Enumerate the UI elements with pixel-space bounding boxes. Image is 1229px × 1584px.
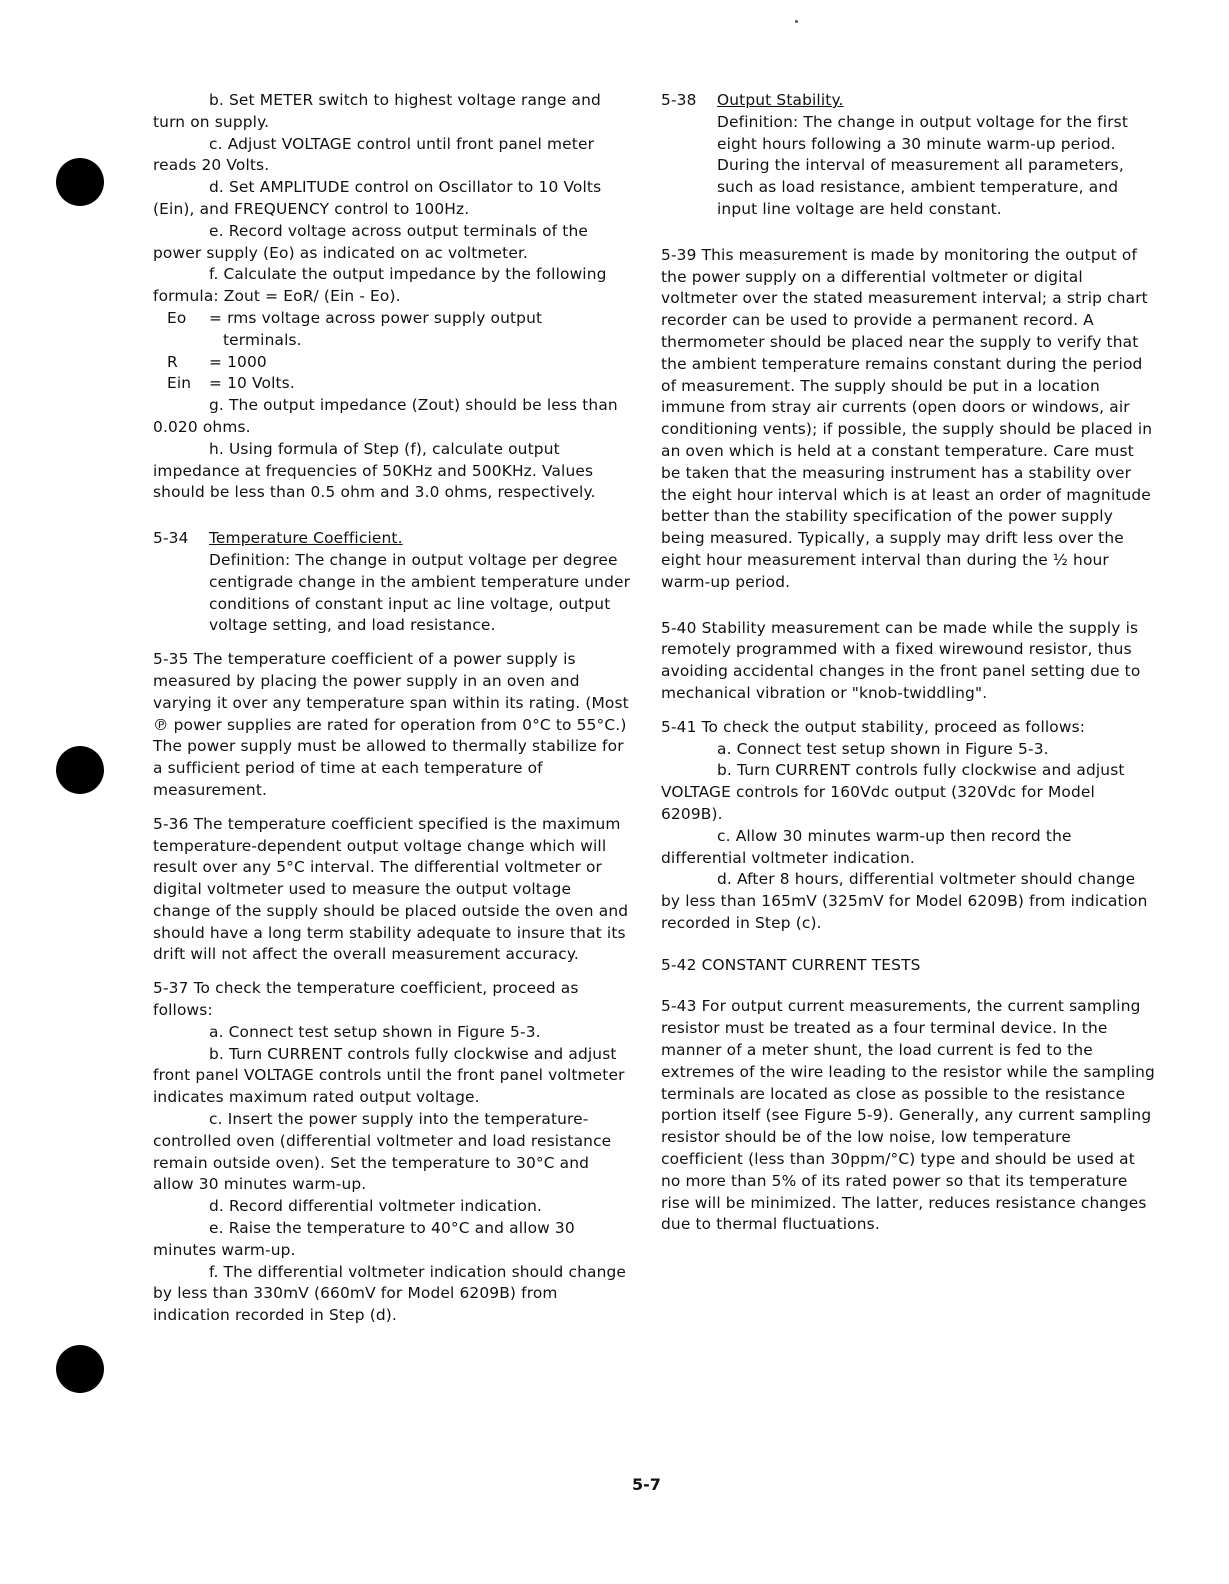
step-e: e. Record voltage across output terminals of the power supply (Eo) as indicated on ac voltmeter. bbox=[153, 221, 588, 262]
left-column bbox=[153, 90, 631, 1327]
paragraph-5-35: 5-35 The temperature coefficient of a power supply is measured by placing the power supply in an oven and varying it over any temperature span within its rating. (Most ℗ power supplies are rated for operation from 0°C to 55°C.) The power supply must be allowed to thermally stabilize for a sufficient period of time at each temperature of measurement. bbox=[153, 650, 629, 799]
step-c: c. Adjust VOLTAGE control until front panel meter reads 20 Volts. bbox=[153, 134, 595, 175]
section-5-34-heading bbox=[153, 528, 631, 550]
step-b: b. Set METER switch to highest voltage range and turn on supply. bbox=[153, 91, 601, 131]
step-d: d. After 8 hours, differential voltmeter should change by less than 165mV (325mV for Model 6209B) from indication recorded in Step (c). bbox=[661, 870, 1148, 932]
section-5-38-heading bbox=[661, 90, 1156, 112]
eq-key: Ein bbox=[167, 374, 192, 393]
binder-hole bbox=[56, 1345, 104, 1393]
paragraph-5-43: 5-43 For output current measurements, the current sampling resistor must be treated as a four terminal device. In the manner of a meter shunt, the load current is fed to the extremes of the wire leading to the resistor while the sampling terminals are located as close as possible to the resistance portion itself (see Figure 5-9). Generally, any current sampling resistor should be of the low noise, low temperature coefficient (less than 30ppm/°C) type and should be used at no more than 5% of its rated power so that its temperature rise will be minimized. The latter, reduces resistance changes due to thermal fluctuations. bbox=[661, 997, 1155, 1234]
section-number: 5-38 bbox=[661, 91, 697, 109]
step-c: c. Allow 30 minutes warm-up then record the differential voltmeter indication. bbox=[661, 826, 1072, 867]
paragraph-5-36: 5-36 The temperature coefficient specified is the maximum temperature-dependent output voltage change which will result over any 5°C interval. The differential voltmeter or digital voltmeter used to measure the output voltage change of the supply should be placed outside the oven and should have a long term stability adequate to insure that its drift will not affect the overall measurement accuracy. bbox=[153, 814, 629, 964]
paragraph-5-37: 5-37 To check the temperature coefficient, proceed as follows: bbox=[153, 979, 579, 1020]
step-c: c. Insert the power supply into the temperature-controlled oven (differential voltmeter and load resistance remain outside oven). Set the temperature to 30°C and allow 30 minutes warm-up. bbox=[153, 1110, 612, 1194]
section-5-38-definition: Definition: The change in output voltage for the first eight hours following a 30 minute warm-up period. During the interval of measurement all parameters, such as load resistance, ambient temperature, and input line voltage are held constant. bbox=[717, 112, 1129, 218]
step-d: d. Set AMPLITUDE control on Oscillator to 10 Volts (Ein), and FREQUENCY control to 100Hz. bbox=[153, 178, 602, 218]
eq-key: R bbox=[167, 352, 178, 371]
step-h: h. Using formula of Step (f), calculate output impedance at frequencies of 50KHz and 500KHz. Values should be less than 0.5 ohm and 3.0 ohms, respectively. bbox=[153, 439, 596, 502]
eq-ein bbox=[167, 373, 631, 395]
step-f: f. Calculate the output impedance by the following formula: Zout = EoR/ (Ein - Eo). bbox=[153, 265, 607, 306]
eq-r bbox=[167, 352, 631, 374]
paragraph-5-41: 5-41 To check the output stability, proceed as follows: bbox=[661, 717, 1086, 736]
eq-value: = 10 Volts. bbox=[209, 374, 295, 393]
section-5-34-definition: Definition: The change in output voltage per degree centigrade change in the ambient temperature under conditions of constant input ac line voltage, output voltage setting, and load resistance. bbox=[209, 550, 631, 635]
paragraph-5-40: 5-40 Stability measurement can be made while the supply is remotely programmed with a fixed wirewound resistor, thus avoiding accidental changes in the front panel setting due to mechanical vibration or "knob-twiddling". bbox=[661, 618, 1141, 702]
binder-hole bbox=[56, 746, 104, 794]
step-b: b. Turn CURRENT controls fully clockwise and adjust front panel VOLTAGE controls until the front panel voltmeter indicates maximum rated output voltage. bbox=[153, 1044, 625, 1107]
eq-eo-continued: terminals. bbox=[223, 330, 302, 349]
step-a: a. Connect test setup shown in Figure 5-3. bbox=[209, 1022, 541, 1041]
step-g: g. The output impedance (Zout) should be less than 0.020 ohms. bbox=[153, 396, 618, 436]
paragraph-5-39: 5-39 This measurement is made by monitoring the output of the power supply on a differential voltmeter or digital voltmeter over the stated measurement interval; a strip chart recorder can be used to provide a permanent record. A thermometer should be placed near the supply to verify that the ambient temperature remains constant during the period of measurement. The supply should be put in a location immune from stray air currents (open doors or windows, air conditioning vents); if possible, the supply should be placed in an oven which is held at a constant temperature. Care must be taken that the measuring instrument has a stability over the eight hour interval which is at least an order of magnitude better than the stability specification of the power supply being measured. Typically, a supply may drift less over the eight hour measurement interval than during the ½ hour warm-up period. bbox=[661, 245, 1153, 591]
section-title: Temperature Coefficient. bbox=[209, 529, 403, 548]
binder-hole bbox=[56, 158, 104, 206]
page-number: 5-7 bbox=[632, 1475, 661, 1494]
right-column bbox=[661, 90, 1156, 1236]
section-5-42-heading: 5-42 CONSTANT CURRENT TESTS bbox=[661, 955, 921, 974]
step-a: a. Connect test setup shown in Figure 5-3. bbox=[717, 739, 1049, 758]
section-number: 5-34 bbox=[153, 529, 189, 548]
eq-value: = rms voltage across power supply output bbox=[209, 308, 543, 327]
step-b: b. Turn CURRENT controls fully clockwise and adjust VOLTAGE controls for 160Vdc output (320Vdc for Model 6209B). bbox=[661, 761, 1125, 823]
eq-key: Eo bbox=[167, 308, 187, 327]
section-title: Output Stability. bbox=[717, 91, 844, 109]
speck bbox=[795, 20, 798, 23]
formula-definitions bbox=[153, 308, 631, 395]
eq-value: = 1000 bbox=[209, 352, 267, 371]
eq-eo bbox=[167, 308, 631, 330]
step-d: d. Record differential voltmeter indication. bbox=[209, 1197, 543, 1216]
step-f: f. The differential voltmeter indication should change by less than 330mV (660mV for Model 6209B) from indication recorded in Step (d). bbox=[153, 1262, 627, 1325]
step-e: e. Raise the temperature to 40°C and allow 30 minutes warm-up. bbox=[153, 1219, 575, 1259]
